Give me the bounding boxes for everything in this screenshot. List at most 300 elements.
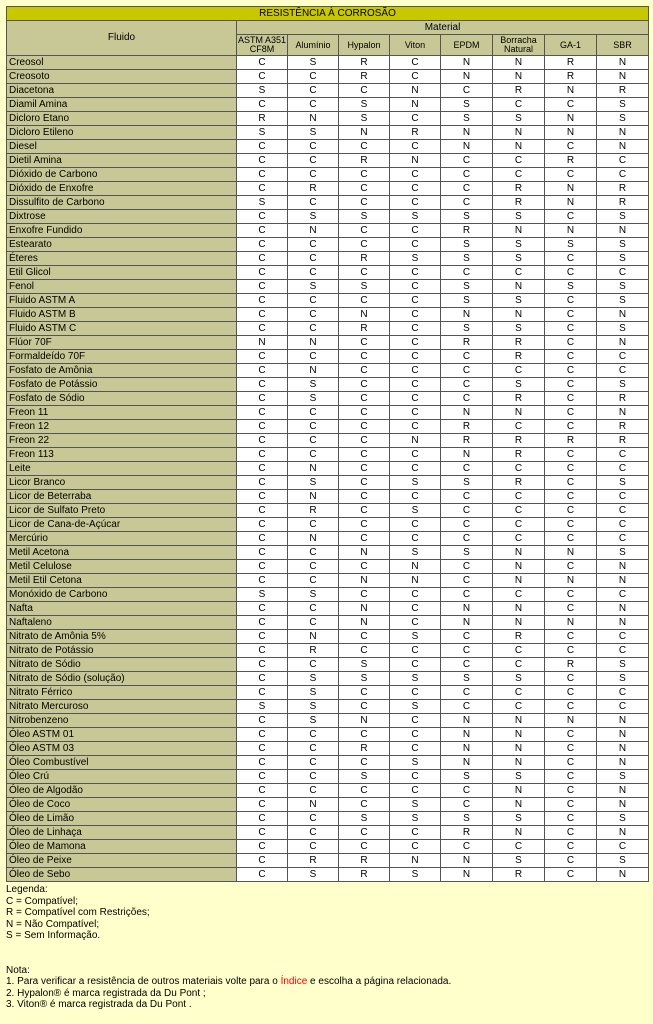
compatibility-cell: C	[545, 518, 597, 532]
fluid-name: Creosoto	[7, 70, 237, 84]
compatibility-cell: S	[441, 476, 493, 490]
compatibility-cell: C	[237, 378, 288, 392]
compatibility-cell: S	[390, 630, 441, 644]
fluid-name: Fosfato de Sódio	[7, 392, 237, 406]
compatibility-cell: S	[237, 126, 288, 140]
compatibility-cell: N	[339, 546, 390, 560]
compatibility-cell: C	[339, 826, 390, 840]
compatibility-cell: N	[493, 546, 545, 560]
fluid-name: Dióxido de Enxofre	[7, 182, 237, 196]
compatibility-cell: C	[493, 658, 545, 672]
compatibility-cell: S	[339, 658, 390, 672]
compatibility-cell: R	[493, 434, 545, 448]
compatibility-cell: N	[597, 126, 649, 140]
compatibility-cell: C	[390, 770, 441, 784]
table-row	[7, 700, 649, 714]
compatibility-cell: S	[339, 672, 390, 686]
compatibility-cell: C	[288, 616, 339, 630]
compatibility-cell: C	[441, 518, 493, 532]
material-header	[441, 35, 493, 56]
fluid-name: Óleo ASTM 01	[7, 728, 237, 742]
compatibility-cell: N	[493, 728, 545, 742]
compatibility-cell: C	[237, 364, 288, 378]
compatibility-cell: C	[441, 840, 493, 854]
material-header-line: Alumínio	[295, 40, 331, 50]
compatibility-cell: C	[545, 504, 597, 518]
compatibility-cell: S	[493, 812, 545, 826]
compatibility-cell: C	[441, 490, 493, 504]
compatibility-cell: C	[545, 210, 597, 224]
compatibility-cell: N	[493, 56, 545, 70]
table-row	[7, 854, 649, 868]
compatibility-cell: C	[339, 518, 390, 532]
compatibility-cell: N	[441, 448, 493, 462]
compatibility-cell: N	[597, 336, 649, 350]
compatibility-cell: N	[288, 462, 339, 476]
fluid-name: Freon 113	[7, 448, 237, 462]
compatibility-cell: C	[237, 140, 288, 154]
compatibility-cell: N	[493, 602, 545, 616]
fluid-name: Dissulfito de Carbono	[7, 196, 237, 210]
compatibility-cell: C	[390, 70, 441, 84]
compatibility-cell: N	[441, 756, 493, 770]
compatibility-cell: R	[493, 336, 545, 350]
material-header-line: CF8M	[249, 44, 275, 54]
fluid-name: Dióxido de Carbono	[7, 168, 237, 182]
fluid-name: Diacetona	[7, 84, 237, 98]
table-row	[7, 868, 649, 882]
compatibility-cell: N	[597, 742, 649, 756]
compatibility-cell: C	[339, 462, 390, 476]
compatibility-cell: C	[441, 798, 493, 812]
fluid-name: Freon 11	[7, 406, 237, 420]
fluid-name: Nitrato de Potássio	[7, 644, 237, 658]
index-link[interactable]: Índice	[280, 976, 308, 987]
compatibility-cell: S	[237, 196, 288, 210]
table-row	[7, 434, 649, 448]
fluid-name: Licor Branco	[7, 476, 237, 490]
compatibility-cell: N	[493, 826, 545, 840]
compatibility-cell: R	[339, 322, 390, 336]
compatibility-cell: S	[339, 812, 390, 826]
fluid-name: Fluido ASTM C	[7, 322, 237, 336]
compatibility-cell: C	[237, 826, 288, 840]
fluid-name: Óleo Crú	[7, 770, 237, 784]
compatibility-cell: S	[237, 588, 288, 602]
compatibility-cell: S	[493, 672, 545, 686]
fluid-name: Nitrato de Sódio	[7, 658, 237, 672]
compatibility-cell: N	[597, 868, 649, 882]
compatibility-cell: C	[545, 686, 597, 700]
compatibility-cell: C	[390, 532, 441, 546]
compatibility-cell: R	[597, 392, 649, 406]
fluid-name: Fluido ASTM A	[7, 294, 237, 308]
compatibility-cell: C	[339, 756, 390, 770]
table-row	[7, 420, 649, 434]
compatibility-cell: S	[339, 280, 390, 294]
compatibility-cell: C	[441, 784, 493, 798]
compatibility-cell: C	[597, 462, 649, 476]
compatibility-cell: C	[493, 644, 545, 658]
table-row	[7, 322, 649, 336]
compatibility-cell: C	[339, 700, 390, 714]
compatibility-cell: R	[288, 504, 339, 518]
compatibility-cell: N	[441, 714, 493, 728]
fluid-name: Creosol	[7, 56, 237, 70]
compatibility-cell: S	[288, 672, 339, 686]
compatibility-cell: C	[493, 700, 545, 714]
compatibility-cell: N	[339, 602, 390, 616]
compatibility-cell: S	[390, 868, 441, 882]
compatibility-cell: C	[237, 532, 288, 546]
compatibility-cell: C	[493, 168, 545, 182]
compatibility-cell: N	[339, 126, 390, 140]
compatibility-cell: C	[288, 826, 339, 840]
compatibility-cell: N	[441, 406, 493, 420]
compatibility-cell: C	[390, 392, 441, 406]
compatibility-cell: C	[237, 70, 288, 84]
table-row	[7, 182, 649, 196]
compatibility-cell: C	[288, 784, 339, 798]
compatibility-cell: C	[237, 322, 288, 336]
compatibility-cell: C	[237, 672, 288, 686]
compatibility-cell: S	[390, 546, 441, 560]
compatibility-cell: N	[597, 602, 649, 616]
compatibility-cell: N	[390, 154, 441, 168]
compatibility-cell: N	[390, 84, 441, 98]
table-row	[7, 756, 649, 770]
compatibility-cell: C	[237, 294, 288, 308]
compatibility-cell: C	[288, 560, 339, 574]
compatibility-cell: S	[493, 378, 545, 392]
compatibility-cell: N	[288, 490, 339, 504]
compatibility-cell: R	[339, 70, 390, 84]
compatibility-cell: N	[441, 728, 493, 742]
compatibility-cell: N	[339, 714, 390, 728]
compatibility-cell: C	[545, 168, 597, 182]
compatibility-cell: C	[545, 252, 597, 266]
compatibility-cell: C	[493, 154, 545, 168]
compatibility-cell: C	[441, 364, 493, 378]
compatibility-cell: C	[545, 364, 597, 378]
compatibility-cell: C	[597, 630, 649, 644]
compatibility-cell: C	[441, 196, 493, 210]
compatibility-cell: C	[441, 700, 493, 714]
compatibility-cell: R	[545, 658, 597, 672]
fluid-name: Óleo de Sebo	[7, 868, 237, 882]
compatibility-cell: R	[339, 868, 390, 882]
note-line-3: 3. Viton® é marca registrada da Du Pont .	[6, 999, 192, 1010]
compatibility-cell: C	[441, 686, 493, 700]
compatibility-cell: C	[237, 224, 288, 238]
table-row	[7, 714, 649, 728]
compatibility-cell: C	[390, 518, 441, 532]
compatibility-cell: C	[288, 602, 339, 616]
fluid-name: Óleo de Mamona	[7, 840, 237, 854]
table-row	[7, 154, 649, 168]
compatibility-cell: N	[597, 140, 649, 154]
compatibility-cell: C	[545, 826, 597, 840]
compatibility-cell: C	[288, 574, 339, 588]
compatibility-cell: C	[493, 420, 545, 434]
compatibility-cell: C	[288, 406, 339, 420]
compatibility-cell: S	[237, 700, 288, 714]
compatibility-cell: N	[441, 126, 493, 140]
compatibility-cell: C	[545, 490, 597, 504]
compatibility-cell: N	[493, 308, 545, 322]
compatibility-cell: S	[493, 112, 545, 126]
compatibility-cell: N	[493, 70, 545, 84]
compatibility-cell: C	[390, 168, 441, 182]
compatibility-cell: C	[237, 210, 288, 224]
table-row	[7, 224, 649, 238]
compatibility-cell: C	[339, 84, 390, 98]
compatibility-cell: C	[237, 504, 288, 518]
compatibility-cell: N	[441, 70, 493, 84]
compatibility-cell: C	[493, 98, 545, 112]
table-row	[7, 210, 649, 224]
fluid-name: Monóxido de Carbono	[7, 588, 237, 602]
compatibility-cell: S	[597, 546, 649, 560]
compatibility-cell: C	[237, 854, 288, 868]
table-row	[7, 504, 649, 518]
compatibility-cell: R	[339, 742, 390, 756]
compatibility-cell: C	[288, 322, 339, 336]
compatibility-cell: S	[288, 476, 339, 490]
compatibility-cell: C	[237, 168, 288, 182]
compatibility-cell: C	[390, 140, 441, 154]
compatibility-cell: C	[441, 182, 493, 196]
compatibility-cell: C	[441, 462, 493, 476]
table-row	[7, 728, 649, 742]
compatibility-cell: C	[237, 308, 288, 322]
compatibility-cell: C	[237, 742, 288, 756]
compatibility-cell: R	[339, 56, 390, 70]
compatibility-cell: N	[545, 112, 597, 126]
table-row	[7, 588, 649, 602]
compatibility-cell: S	[597, 770, 649, 784]
table-row	[7, 84, 649, 98]
compatibility-cell: S	[545, 280, 597, 294]
compatibility-cell: S	[597, 378, 649, 392]
compatibility-cell: C	[390, 616, 441, 630]
compatibility-cell: C	[288, 84, 339, 98]
compatibility-cell: C	[545, 672, 597, 686]
compatibility-cell: C	[390, 602, 441, 616]
compatibility-cell: N	[597, 560, 649, 574]
material-header-line: ASTM A351	[237, 35, 287, 45]
material-header-line: Natural	[503, 44, 533, 54]
compatibility-cell: R	[545, 154, 597, 168]
compatibility-cell: N	[441, 56, 493, 70]
compatibility-cell: N	[597, 784, 649, 798]
compatibility-cell: C	[545, 798, 597, 812]
compatibility-cell: N	[339, 616, 390, 630]
compatibility-cell: C	[545, 98, 597, 112]
compatibility-cell: C	[237, 476, 288, 490]
compatibility-cell: N	[493, 560, 545, 574]
compatibility-cell: N	[493, 616, 545, 630]
material-header-line: GA-1	[559, 40, 581, 50]
compatibility-cell: N	[493, 280, 545, 294]
compatibility-cell: R	[597, 182, 649, 196]
compatibility-cell: S	[597, 294, 649, 308]
compatibility-cell: S	[339, 210, 390, 224]
compatibility-cell: R	[339, 252, 390, 266]
compatibility-cell: N	[597, 70, 649, 84]
fluid-name: Leite	[7, 462, 237, 476]
legend-item: N = Não Compatível;	[6, 918, 100, 930]
table-row	[7, 672, 649, 686]
compatibility-cell: S	[390, 756, 441, 770]
compatibility-cell: R	[288, 854, 339, 868]
compatibility-cell: C	[339, 294, 390, 308]
compatibility-cell: C	[390, 336, 441, 350]
compatibility-cell: C	[390, 588, 441, 602]
table-row	[7, 644, 649, 658]
compatibility-cell: C	[390, 308, 441, 322]
compatibility-cell: C	[390, 294, 441, 308]
compatibility-cell: C	[545, 448, 597, 462]
fluid-name: Mercúrio	[7, 532, 237, 546]
compatibility-cell: S	[441, 112, 493, 126]
compatibility-cell: C	[237, 840, 288, 854]
compatibility-cell: C	[441, 532, 493, 546]
material-group-header: Material	[237, 21, 649, 35]
legend-item: C = Compatível;	[6, 895, 78, 907]
compatibility-cell: N	[597, 728, 649, 742]
compatibility-cell: S	[441, 280, 493, 294]
compatibility-cell: N	[390, 574, 441, 588]
compatibility-cell: R	[597, 84, 649, 98]
compatibility-cell: C	[339, 364, 390, 378]
compatibility-cell: N	[597, 826, 649, 840]
compatibility-cell: C	[237, 616, 288, 630]
compatibility-cell: C	[545, 854, 597, 868]
compatibility-cell: R	[339, 854, 390, 868]
compatibility-cell: R	[493, 868, 545, 882]
compatibility-cell: C	[237, 280, 288, 294]
compatibility-cell: C	[597, 532, 649, 546]
compatibility-cell: C	[441, 574, 493, 588]
compatibility-cell: R	[493, 84, 545, 98]
compatibility-cell: C	[339, 588, 390, 602]
legend	[6, 884, 648, 1011]
compatibility-cell: C	[390, 448, 441, 462]
compatibility-cell: C	[237, 756, 288, 770]
compatibility-cell: C	[339, 406, 390, 420]
compatibility-cell: C	[545, 378, 597, 392]
compatibility-cell: R	[441, 826, 493, 840]
compatibility-cell: C	[441, 504, 493, 518]
fluid-name: Freon 22	[7, 434, 237, 448]
compatibility-cell: C	[288, 70, 339, 84]
compatibility-cell: N	[390, 854, 441, 868]
compatibility-cell: C	[237, 812, 288, 826]
compatibility-cell: C	[339, 378, 390, 392]
compatibility-cell: C	[545, 532, 597, 546]
table-row	[7, 798, 649, 812]
compatibility-cell: C	[339, 434, 390, 448]
compatibility-cell: S	[441, 238, 493, 252]
compatibility-cell: C	[493, 490, 545, 504]
compatibility-cell: C	[237, 518, 288, 532]
table-row	[7, 252, 649, 266]
compatibility-cell: S	[390, 812, 441, 826]
table-row	[7, 770, 649, 784]
compatibility-cell: S	[390, 252, 441, 266]
table-row	[7, 70, 649, 84]
compatibility-cell: C	[390, 462, 441, 476]
compatibility-cell: C	[545, 588, 597, 602]
table-row	[7, 308, 649, 322]
fluid-name: Óleo de Algodão	[7, 784, 237, 798]
compatibility-cell: C	[237, 238, 288, 252]
material-header	[237, 35, 288, 56]
compatibility-cell: C	[237, 406, 288, 420]
fluid-name: Fosfato de Potássio	[7, 378, 237, 392]
compatibility-cell: S	[597, 476, 649, 490]
fluid-name: Nitrato Mercuroso	[7, 700, 237, 714]
compatibility-cell: C	[493, 364, 545, 378]
material-header-line: EPDM	[453, 40, 480, 50]
table-row	[7, 238, 649, 252]
fluid-name: Óleo de Linhaça	[7, 826, 237, 840]
compatibility-cell: C	[390, 686, 441, 700]
compatibility-cell: C	[545, 406, 597, 420]
compatibility-cell: C	[237, 658, 288, 672]
compatibility-cell: C	[390, 658, 441, 672]
compatibility-cell: C	[441, 644, 493, 658]
compatibility-cell: C	[339, 140, 390, 154]
compatibility-cell: C	[545, 392, 597, 406]
table-row	[7, 742, 649, 756]
note-line-2: 2. Hypalon® é marca registrada da Du Pont ;	[6, 987, 206, 999]
legend-title: Legenda:	[6, 884, 48, 895]
compatibility-cell: C	[545, 644, 597, 658]
fluid-name: Estearato	[7, 238, 237, 252]
compatibility-cell: C	[545, 784, 597, 798]
table-row	[7, 294, 649, 308]
compatibility-cell: N	[441, 854, 493, 868]
compatibility-cell: N	[288, 112, 339, 126]
compatibility-cell: R	[597, 434, 649, 448]
compatibility-cell: S	[493, 294, 545, 308]
compatibility-cell: C	[288, 434, 339, 448]
compatibility-cell: C	[390, 322, 441, 336]
compatibility-cell: S	[441, 812, 493, 826]
compatibility-cell: C	[545, 560, 597, 574]
fluid-name: Formaldeído 70F	[7, 350, 237, 364]
compatibility-cell: C	[339, 196, 390, 210]
compatibility-cell: C	[390, 280, 441, 294]
compatibility-cell: S	[390, 798, 441, 812]
compatibility-cell: N	[597, 308, 649, 322]
material-header	[493, 35, 545, 56]
compatibility-cell: S	[339, 770, 390, 784]
compatibility-cell: C	[237, 798, 288, 812]
compatibility-cell: C	[339, 336, 390, 350]
compatibility-cell: R	[493, 350, 545, 364]
compatibility-cell: C	[288, 294, 339, 308]
compatibility-cell: N	[493, 126, 545, 140]
compatibility-cell: C	[545, 322, 597, 336]
compatibility-cell: C	[597, 490, 649, 504]
compatibility-cell: C	[237, 462, 288, 476]
compatibility-cell: N	[288, 364, 339, 378]
compatibility-cell: S	[597, 672, 649, 686]
compatibility-cell: N	[597, 574, 649, 588]
